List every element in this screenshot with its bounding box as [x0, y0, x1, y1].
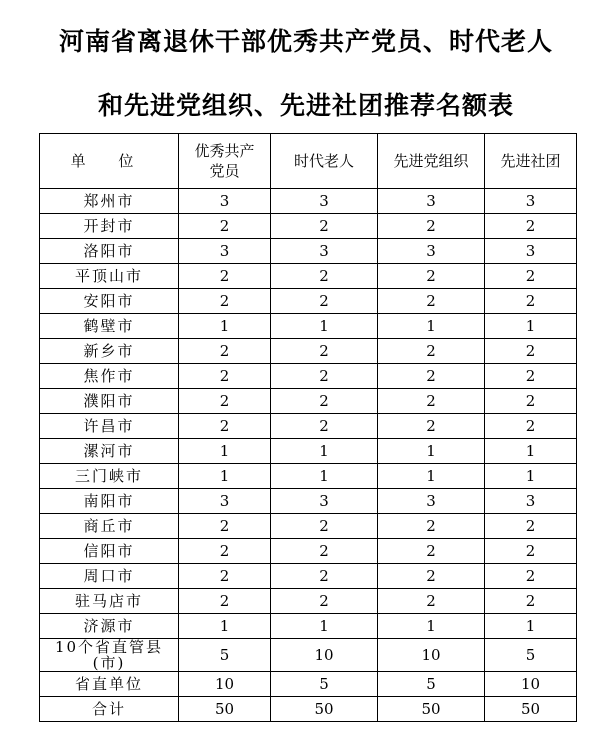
unit-cell: 南阳市 — [40, 489, 179, 514]
unit-cell: 漯河市 — [40, 439, 179, 464]
table-row — [40, 489, 577, 514]
quota-cell: 1 — [485, 314, 577, 339]
quota-cell: 2 — [179, 364, 271, 389]
quota-cell: 2 — [271, 389, 378, 414]
quota-cell: 2 — [179, 289, 271, 314]
quota-cell: 1 — [378, 439, 485, 464]
quota-cell: 2 — [179, 414, 271, 439]
quota-cell: 2 — [271, 589, 378, 614]
table-row — [40, 214, 577, 239]
quota-cell: 10 — [485, 672, 577, 697]
quota-cell: 2 — [179, 539, 271, 564]
quota-cell: 3 — [179, 239, 271, 264]
quota-cell: 1 — [378, 314, 485, 339]
quota-cell: 3 — [271, 189, 378, 214]
document-title-line2: 和先进党组织、先进社团推荐名额表 — [97, 91, 514, 120]
unit-cell: 合计 — [40, 697, 179, 722]
quota-cell: 5 — [179, 639, 271, 672]
quota-cell: 2 — [179, 514, 271, 539]
quota-cell: 1 — [271, 439, 378, 464]
table-row — [40, 464, 577, 489]
table-header-row — [40, 134, 577, 189]
quota-cell: 5 — [271, 672, 378, 697]
unit-cell: 商丘市 — [40, 514, 179, 539]
quota-cell: 50 — [485, 697, 577, 722]
quota-cell: 2 — [179, 564, 271, 589]
quota-cell: 3 — [485, 239, 577, 264]
table-row — [40, 289, 577, 314]
quota-cell: 3 — [378, 489, 485, 514]
table-row — [40, 414, 577, 439]
quota-cell: 2 — [485, 414, 577, 439]
quota-cell: 2 — [378, 214, 485, 239]
quota-cell: 3 — [179, 189, 271, 214]
table-row — [40, 189, 577, 214]
table-row — [40, 639, 577, 672]
quota-cell: 2 — [485, 564, 577, 589]
unit-cell: 驻马店市 — [40, 589, 179, 614]
quota-cell: 1 — [271, 614, 378, 639]
unit-cell: 三门峡市 — [40, 464, 179, 489]
quota-cell: 2 — [179, 389, 271, 414]
quota-cell: 2 — [271, 539, 378, 564]
quota-cell: 2 — [485, 364, 577, 389]
table-row — [40, 239, 577, 264]
header-unit: 单 位 — [40, 134, 179, 189]
table-row — [40, 564, 577, 589]
quota-cell: 2 — [378, 514, 485, 539]
unit-cell: 安阳市 — [40, 289, 179, 314]
quota-cell: 5 — [378, 672, 485, 697]
quota-cell: 3 — [271, 489, 378, 514]
quota-cell: 2 — [378, 564, 485, 589]
quota-cell: 2 — [179, 589, 271, 614]
header-era-elder: 时代老人 — [271, 134, 378, 189]
unit-cell: 开封市 — [40, 214, 179, 239]
quota-cell: 50 — [271, 697, 378, 722]
quota-cell: 2 — [271, 339, 378, 364]
document-title-line1: 河南省离退休干部优秀共产党员、时代老人 — [58, 27, 553, 56]
table-row — [40, 364, 577, 389]
unit-cell: 省直单位 — [40, 672, 179, 697]
table-row — [40, 697, 577, 722]
quota-cell: 1 — [271, 314, 378, 339]
table-row — [40, 539, 577, 564]
table-row — [40, 439, 577, 464]
quota-cell: 1 — [179, 464, 271, 489]
unit-cell: 济源市 — [40, 614, 179, 639]
quota-cell: 2 — [271, 214, 378, 239]
quota-cell: 2 — [271, 564, 378, 589]
table-row — [40, 589, 577, 614]
quota-cell: 2 — [271, 414, 378, 439]
quota-cell: 2 — [179, 339, 271, 364]
quota-cell: 2 — [378, 339, 485, 364]
table-row — [40, 314, 577, 339]
unit-cell: 平顶山市 — [40, 264, 179, 289]
quota-cell: 2 — [378, 589, 485, 614]
quota-cell: 1 — [485, 614, 577, 639]
quota-cell: 2 — [485, 264, 577, 289]
quota-cell: 10 — [378, 639, 485, 672]
table-body — [40, 189, 577, 722]
unit-cell: 焦作市 — [40, 364, 179, 389]
unit-cell: 洛阳市 — [40, 239, 179, 264]
table-row — [40, 672, 577, 697]
quota-cell: 3 — [485, 189, 577, 214]
quota-cell: 3 — [378, 239, 485, 264]
quota-table — [39, 133, 577, 722]
quota-cell: 2 — [179, 264, 271, 289]
quota-cell: 2 — [485, 514, 577, 539]
quota-cell: 1 — [179, 314, 271, 339]
quota-cell: 2 — [271, 514, 378, 539]
quota-cell: 1 — [271, 464, 378, 489]
quota-cell: 3 — [271, 239, 378, 264]
header-excellent-member: 优秀共产党员 — [179, 134, 271, 189]
unit-cell: 新乡市 — [40, 339, 179, 364]
quota-cell: 1 — [378, 614, 485, 639]
quota-cell: 2 — [271, 364, 378, 389]
unit-cell: 濮阳市 — [40, 389, 179, 414]
quota-cell: 1 — [179, 439, 271, 464]
quota-cell: 3 — [378, 189, 485, 214]
quota-cell: 1 — [378, 464, 485, 489]
quota-cell: 2 — [485, 589, 577, 614]
unit-cell: 10个省直管县(市) — [40, 639, 179, 672]
quota-cell: 5 — [485, 639, 577, 672]
quota-cell: 2 — [485, 214, 577, 239]
quota-cell: 2 — [271, 264, 378, 289]
quota-cell: 2 — [179, 214, 271, 239]
quota-cell: 2 — [378, 414, 485, 439]
header-advanced-party-org: 先进党组织 — [378, 134, 485, 189]
quota-cell: 50 — [378, 697, 485, 722]
quota-cell: 10 — [271, 639, 378, 672]
header-advanced-association: 先进社团 — [485, 134, 577, 189]
quota-cell: 1 — [485, 464, 577, 489]
unit-cell: 鹤壁市 — [40, 314, 179, 339]
quota-cell: 2 — [378, 289, 485, 314]
unit-cell: 信阳市 — [40, 539, 179, 564]
table-row — [40, 339, 577, 364]
quota-cell: 2 — [378, 539, 485, 564]
unit-cell: 周口市 — [40, 564, 179, 589]
quota-cell: 10 — [179, 672, 271, 697]
quota-cell: 2 — [485, 389, 577, 414]
quota-cell: 2 — [485, 339, 577, 364]
table-row — [40, 264, 577, 289]
quota-cell: 2 — [378, 364, 485, 389]
unit-cell: 许昌市 — [40, 414, 179, 439]
quota-cell: 2 — [485, 289, 577, 314]
quota-cell: 2 — [485, 539, 577, 564]
table-row — [40, 514, 577, 539]
quota-cell: 1 — [485, 439, 577, 464]
quota-cell: 3 — [179, 489, 271, 514]
quota-cell: 1 — [179, 614, 271, 639]
quota-cell: 3 — [485, 489, 577, 514]
quota-cell: 2 — [378, 264, 485, 289]
quota-cell: 2 — [378, 389, 485, 414]
table-row — [40, 389, 577, 414]
quota-cell: 50 — [179, 697, 271, 722]
table-row — [40, 614, 577, 639]
quota-cell: 2 — [271, 289, 378, 314]
unit-cell: 郑州市 — [40, 189, 179, 214]
